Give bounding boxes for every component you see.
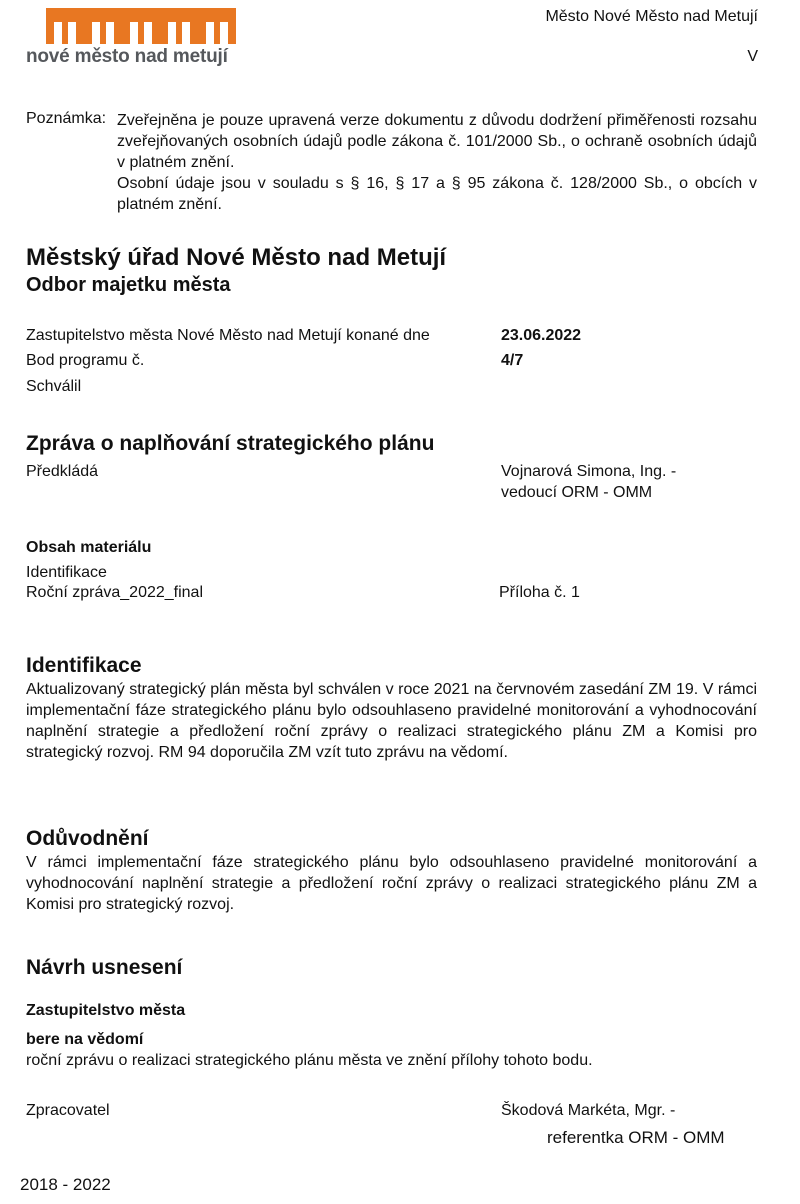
identification-text: Aktualizovaný strategický plán města byl schválen v roce 2021 na červnovém zasedání ZM 19. V rámci implementační fáze strategického plánu bylo odsouhlaseno pravidelné monitorování a vyhodnocování naplnění strategie a předložení roční zprávy o realizaci strategického plánu ZM a Komisi pro strategický rozvoj. RM 94 doporučila ZM vzít tuto zprávu na vědomí. xyxy=(26,681,757,761)
approved-label: Schválil xyxy=(26,378,82,395)
item-label: Bod programu č. xyxy=(26,352,145,369)
city-name: Město Nové Město nad Metují xyxy=(545,8,758,25)
justification-text: V rámci implementační fáze strategického plánu bylo odsouhlaseno pravidelné monitorování a vyhodnocování naplnění strategie a předložení roční zprávy o realizaci strategického plánu ZM a Komisi pro strategický rozvoj. xyxy=(26,854,757,913)
item-value: 4/7 xyxy=(501,352,524,369)
footer-years: 2018 - 2022 xyxy=(20,1175,111,1194)
note-body xyxy=(117,110,757,215)
meeting-label: Zastupitelstvo města Nové Město nad Metují konané dne xyxy=(26,327,430,344)
city-logo-icon xyxy=(46,6,236,46)
report-title: Zpráva o naplňování strategického plánu xyxy=(26,432,435,455)
attachment-label: Příloha č. 1 xyxy=(499,584,580,601)
note-label: Poznámka: xyxy=(26,110,107,127)
identification-heading: Identifikace xyxy=(26,654,142,677)
department-title: Odbor majetku města xyxy=(26,274,231,296)
presenter-role: vedoucí ORM - OMM xyxy=(501,484,653,501)
resolution-action: bere na vědomí xyxy=(26,1031,144,1048)
presenter-label: Předkládá xyxy=(26,463,99,480)
resolution-text: roční zprávu o realizaci strategického plánu města ve znění přílohy tohoto bodu. xyxy=(26,1052,593,1069)
contents-item-identification: Identifikace xyxy=(26,564,107,581)
office-title: Městský úřad Nové Město nad Metují xyxy=(26,244,447,271)
meeting-date: 23.06.2022 xyxy=(501,327,582,344)
header-mark: V xyxy=(747,48,758,65)
resolution-body: Zastupitelstvo města xyxy=(26,1002,186,1019)
note-text-2: Osobní údaje jsou v souladu s § 16, § 17 a § 95 zákona č. 128/2000 Sb., o obcích v platném znění. xyxy=(117,175,757,213)
resolution-heading: Návrh usnesení xyxy=(26,956,183,979)
contents-heading: Obsah materiálu xyxy=(26,539,152,556)
presenter-name: Vojnarová Simona, Ing. - xyxy=(501,463,677,480)
preparer-role: referentka ORM - OMM xyxy=(547,1128,725,1147)
justification-heading: Odůvodnění xyxy=(26,827,149,850)
preparer-name: Škodová Markéta, Mgr. - xyxy=(501,1102,676,1119)
prepared-label: Zpracovatel xyxy=(26,1102,110,1119)
note-text-1: Zveřejněna je pouze upravená verze dokumentu z důvodu dodržení přiměřenosti rozsahu zveřejňovaných osobních údajů podle zákona č. 101/2000 Sb., o ochraně osobních údajů v platném znění. xyxy=(117,112,757,171)
logo-text: nové město nad metují xyxy=(26,46,228,67)
contents-item-report: Roční zpráva_2022_final xyxy=(26,584,204,601)
